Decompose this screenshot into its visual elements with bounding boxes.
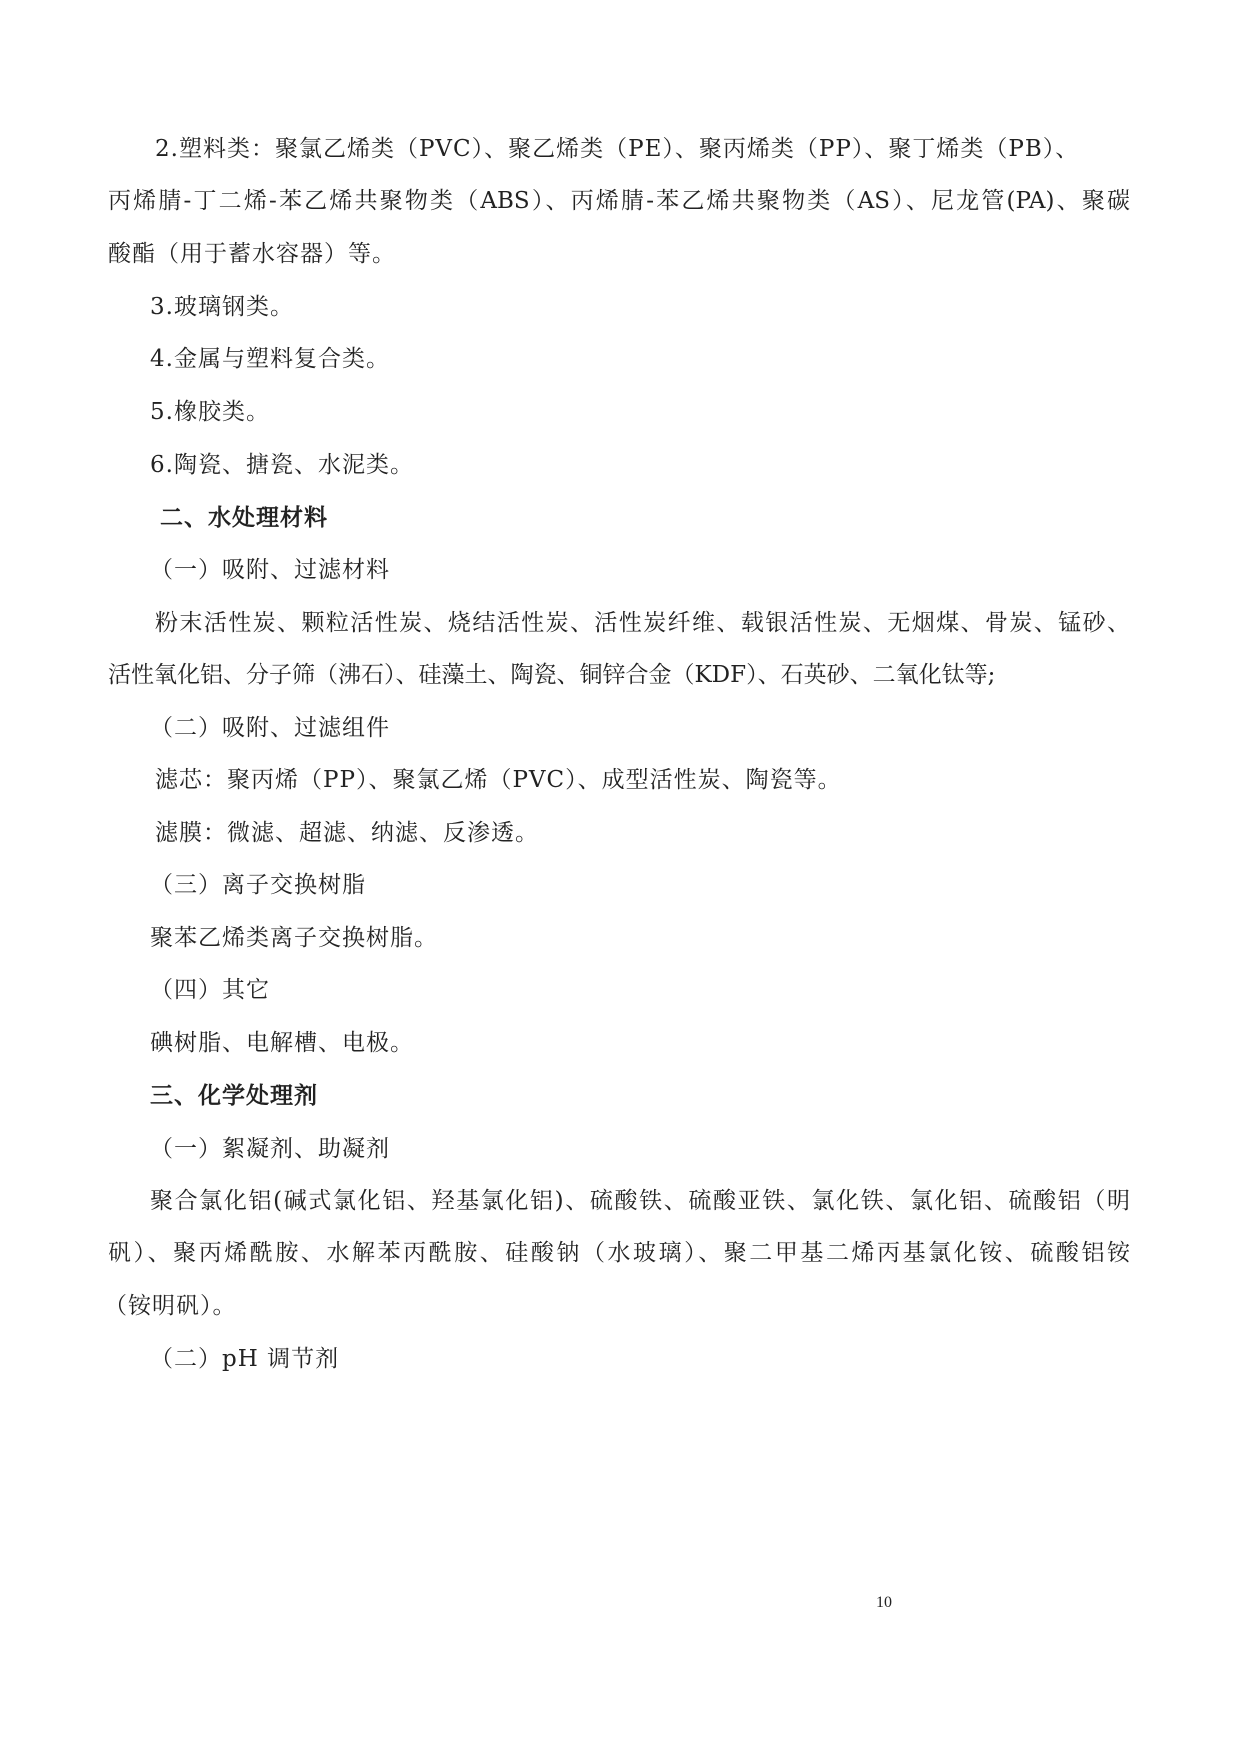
text-line-plastics-cont: 丙烯腈-丁二烯-苯乙烯共聚物类（ABS）、丙烯腈-苯乙烯共聚物类（AS）、尼龙管(PA)、聚碳	[108, 188, 1130, 214]
text-line-rubber: 5.橡胶类。	[150, 399, 270, 425]
text-line-ammonium-alum: （铵明矾）。	[104, 1293, 237, 1319]
text-line-plastics: 2.塑料类：聚氯乙烯类（PVC）、聚乙烯类（PE）、聚丙烯类（PP）、聚丁烯类（PB）、	[155, 136, 1080, 162]
text-line-filter-cartridge: 滤芯：聚丙烯（PP）、聚氯乙烯（PVC）、成型活性炭、陶瓷等。	[155, 767, 842, 793]
section-heading-water-treatment: 二、水处理材料	[160, 504, 328, 531]
text-line-ceramics: 6.陶瓷、搪瓷、水泥类。	[150, 452, 414, 478]
text-line-carbon: 粉末活性炭、颗粒活性炭、烧结活性炭、活性炭纤维、载银活性炭、无烟煤、骨炭、锰砂、	[155, 610, 1130, 636]
text-line-frp: 3.玻璃钢类。	[150, 294, 294, 320]
text-line-plastics-end: 酸酯（用于蓄水容器）等。	[108, 241, 396, 267]
subheading-adsorption-materials: （一）吸附、过滤材料	[150, 557, 390, 583]
section-heading-chemical-agents: 三、化学处理剂	[150, 1082, 318, 1109]
subheading-others: （四）其它	[150, 977, 270, 1003]
text-line-alum: 矾）、聚丙烯酰胺、水解苯丙酰胺、硅酸钠（水玻璃）、聚二甲基二烯丙基氯化铵、硫酸铝铵	[108, 1240, 1130, 1266]
subheading-adsorption-components: （二）吸附、过滤组件	[150, 715, 390, 741]
subheading-flocculants: （一）絮凝剂、助凝剂	[150, 1136, 390, 1162]
text-line-alumina: 活性氧化铝、分子筛（沸石）、硅藻土、陶瓷、铜锌合金（KDF）、石英砂、二氧化钛等;	[108, 662, 996, 688]
text-line-pac: 聚合氯化铝(碱式氯化铝、羟基氯化铝)、硫酸铁、硫酸亚铁、氯化铁、氯化铝、硫酸铝（明	[150, 1188, 1130, 1214]
text-line-filter-membrane: 滤膜：微滤、超滤、纳滤、反渗透。	[155, 820, 539, 846]
text-line-polystyrene-resin: 聚苯乙烯类离子交换树脂。	[150, 925, 438, 951]
text-line-metal-plastic: 4.金属与塑料复合类。	[150, 346, 390, 372]
subheading-ph-regulator: （二）pH 调节剂	[150, 1346, 340, 1372]
text-line-iodine-resin: 碘树脂、电解槽、电极。	[150, 1030, 414, 1056]
subheading-ion-exchange: （三）离子交换树脂	[150, 872, 366, 898]
page-number: 10	[876, 1594, 892, 1611]
